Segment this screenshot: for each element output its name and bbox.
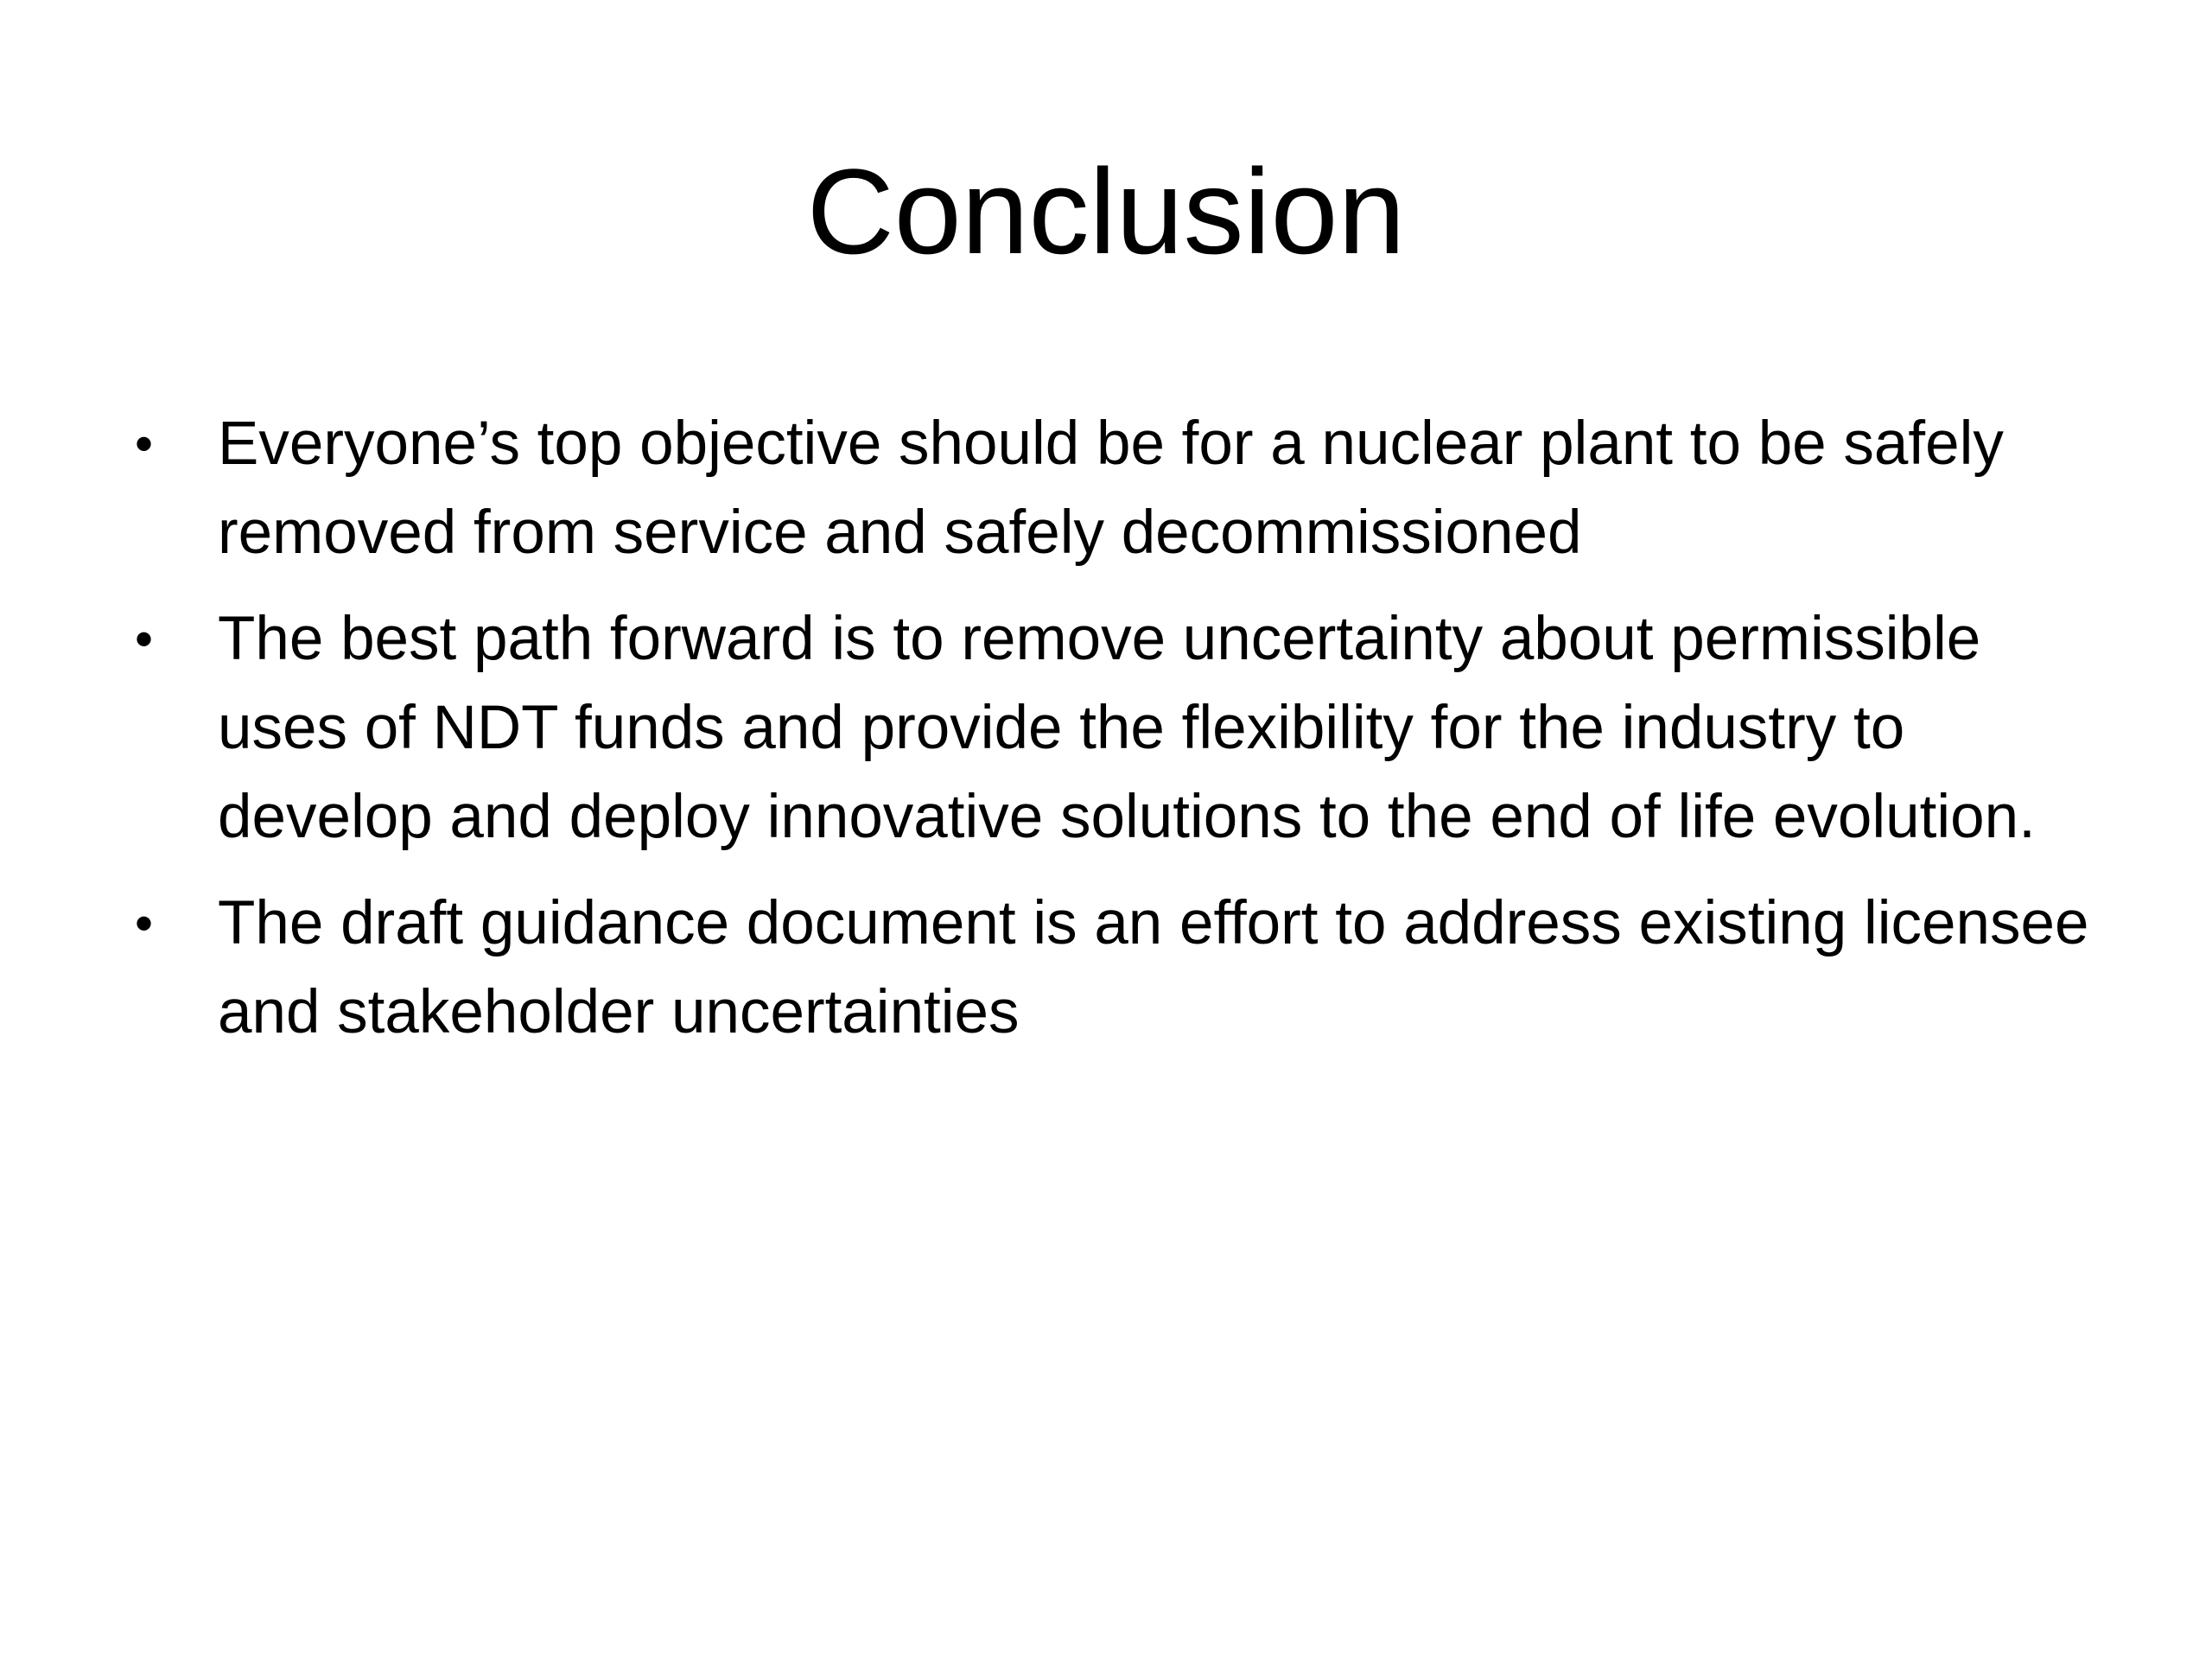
bullet-item (128, 399, 2115, 577)
bullet-icon: • (135, 610, 154, 668)
bullet-item (128, 879, 2115, 1057)
bullet-text: The best path forward is to remove uncertainty about permissible uses of NDT funds and provide the flexibility for the industry to develop and deploy innovative solutions to the end of life evolution. (218, 605, 2036, 851)
bullet-icon: • (135, 894, 154, 952)
bullet-item (128, 594, 2115, 861)
slide-title: Conclusion (806, 143, 1406, 279)
bullet-list (128, 399, 2115, 1074)
bullet-text: Everyone’s top objective should be for a nuclear plant to be safely removed from service and safely decommissioned (218, 410, 2004, 567)
bullet-text: The draft guidance document is an effort to address existing licensee and stakeholder uncertainties (218, 889, 2089, 1046)
bullet-icon: • (135, 415, 154, 473)
